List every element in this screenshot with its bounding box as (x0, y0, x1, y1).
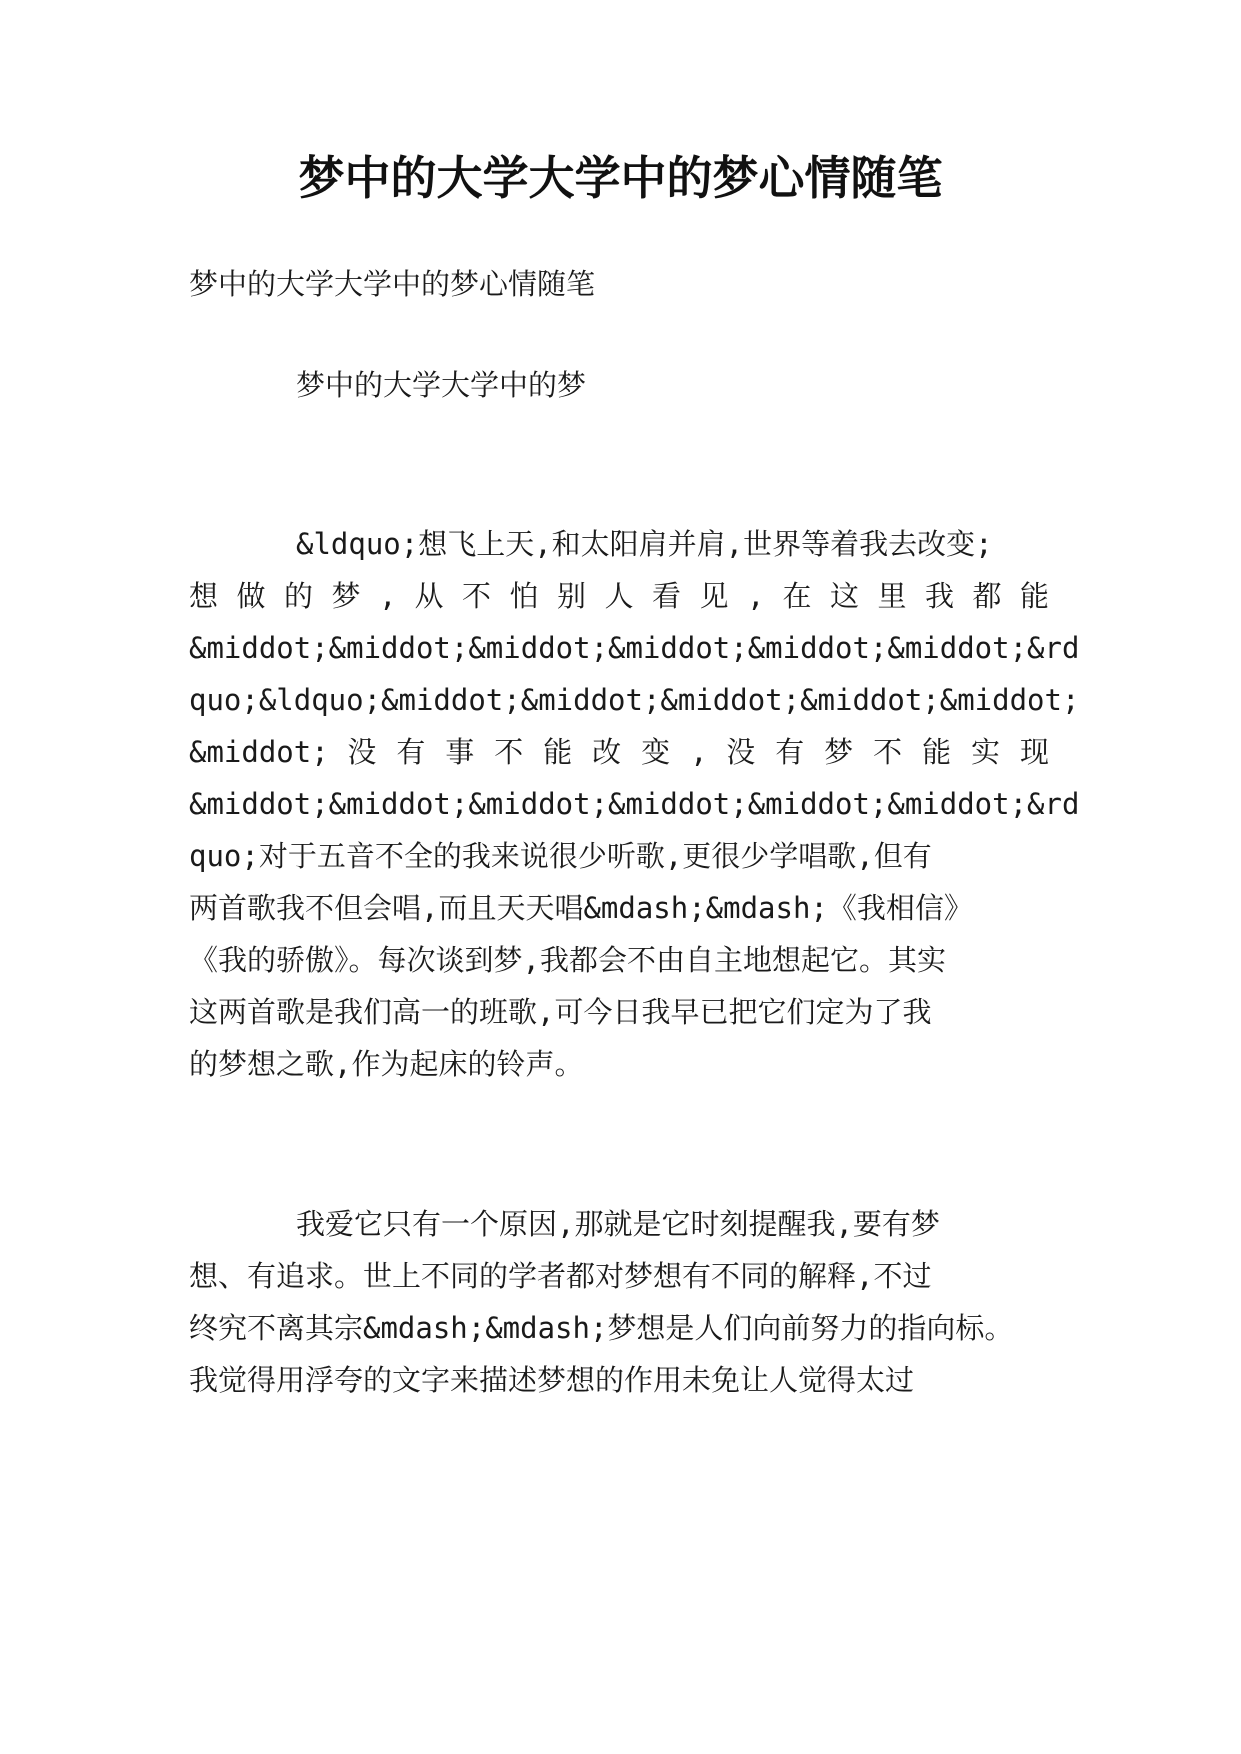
paragraph-line: 这两首歌是我们高一的班歌,可今日我早已把它们定为了我 (189, 995, 932, 1029)
document-title: 梦中的大学大学中的梦心情随笔 (298, 151, 943, 205)
paragraph-line: 我觉得用浮夸的文字来描述梦想的作用未免让人觉得太过 (189, 1363, 915, 1397)
paragraph-line: 想、有追求。世上不同的学者都对梦想有不同的解释,不过 (189, 1259, 932, 1293)
document-subtitle: 梦中的大学大学中的梦心情随笔 (189, 267, 596, 301)
paragraph-line: &middot;&middot;&middot;&middot;&middot;&middot;&rd (189, 631, 1080, 665)
paragraph-line: quo;&ldquo;&middot;&middot;&middot;&middot;&middot; (189, 683, 1080, 717)
section-heading: 梦中的大学大学中的梦 (296, 368, 587, 402)
paragraph-line: 想 做 的 梦 , 从 不 怕 别 人 看 见 , 在 这 里 我 都 能 (189, 579, 1049, 613)
paragraph-line: &middot; 没 有 事 不 能 改 变 , 没 有 梦 不 能 实 现 (189, 735, 1049, 769)
paragraph-line: 终究不离其宗&mdash;&mdash;梦想是人们向前努力的指向标。 (189, 1311, 1014, 1345)
paragraph-line: 两首歌我不但会唱,而且天天唱&mdash;&mdash;《我相信》 (189, 891, 973, 925)
paragraph-line: quo;对于五音不全的我来说很少听歌,更很少学唱歌,但有 (189, 839, 932, 873)
paragraph-line: &ldquo;想飞上天,和太阳肩并肩,世界等着我去改变; (296, 527, 993, 561)
paragraph-line: 我爱它只有一个原因,那就是它时刻提醒我,要有梦 (296, 1207, 940, 1241)
paragraph-line: &middot;&middot;&middot;&middot;&middot;&middot;&rd (189, 787, 1080, 821)
paragraph-line: 《我的骄傲》。每次谈到梦,我都会不由自主地想起它。其实 (189, 943, 946, 977)
paragraph-line: 的梦想之歌,作为起床的铃声。 (189, 1047, 584, 1081)
